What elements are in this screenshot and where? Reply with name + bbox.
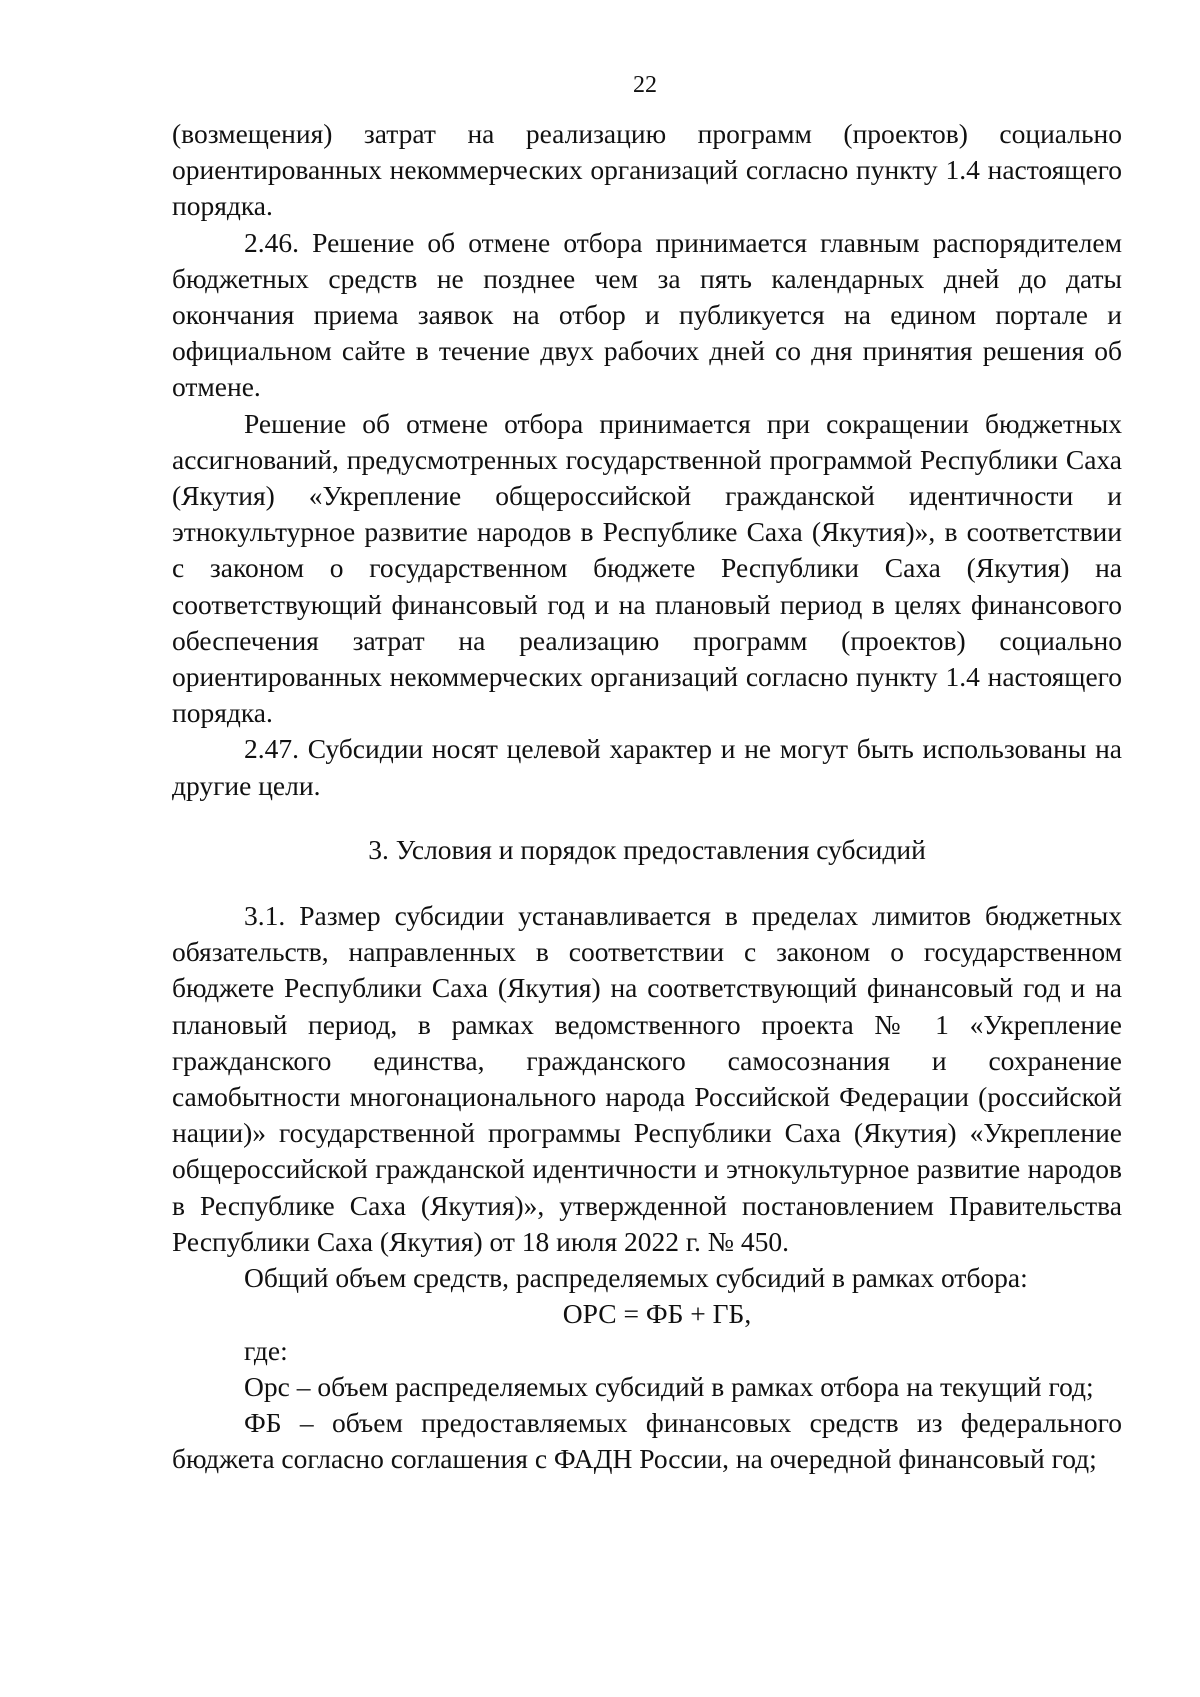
paragraph-ors-definition: Орс – объем распределяемых субсидий в рамках отбора на текущий год; <box>244 1370 1094 1402</box>
formula: ОРС = ФБ + ГБ, <box>562 1298 752 1330</box>
page-number: 22 <box>633 72 657 98</box>
paragraph-where: где: <box>244 1334 288 1366</box>
paragraph-cancellation-grounds: Решение об отмене отбора принимается при сокращении бюджетных ассигнований, предусмотренных государственной программой Республики Саха (Якутия) «Укрепление общероссийской гражданской идентичности и этнокультурное развитие народов в Республике Саха (Якутия)», в соответствии с законом о государственном бюджете Республики Саха (Якутия) на соответствующий финансовый год и на плановый период в целях финансового обеспечения затрат на реализацию программ (проектов) социально ориентированных некоммерческих организаций согласно пункту 1.4 настоящего порядка. <box>172 407 1122 729</box>
paragraph-3-1: 3.1. Размер субсидии устанавливается в пределах лимитов бюджетных обязательств, направленных в соответствии с законом о государственном бюджете Республики Саха (Якутия) на соответствующий финансовый год и на плановый период, в рамках ведомственного проекта № 1 «Укрепление гражданского единства, гражданского самосознания и сохранение самобытности многонационального народа Российской Федерации (российской нации)» государственной программы Республики Саха (Якутия) «Укрепление общероссийской гражданской идентичности и этнокультурное развитие народов в Республике Саха (Якутия)», утвержденной постановлением Правительства Республики Саха (Якутия) от 18 июля 2022 г. № 450. <box>172 900 1122 1257</box>
paragraph-2-47: 2.47. Субсидии носят целевой характер и не могут быть использованы на другие цели. <box>172 733 1122 801</box>
paragraph-fb-definition: ФБ – объем предоставляемых финансовых средств из федерального бюджета согласно соглашения с ФАДН России, на очередной финансовый год; <box>172 1406 1122 1475</box>
paragraph-2-46: 2.46. Решение об отмене отбора принимается главным распорядителем бюджетных средств не позднее чем за пять календарных дней до даты окончания приема заявок на отбор и публикуется на едином портале и официальном сайте в течение двух рабочих дней со дня принятия решения об отмене. <box>172 226 1122 403</box>
paragraph-continuation: (возмещения) затрат на реализацию программ (проектов) социально ориентированных некоммерческих организаций согласно пункту 1.4 настоящего порядка. <box>172 118 1122 222</box>
document-body <box>172 116 1122 1477</box>
paragraph-total-volume: Общий объем средств, распределяемых субсидий в рамках отбора: <box>244 1262 1028 1294</box>
section-heading-3: 3. Условия и порядок предоставления субсидий <box>368 833 926 865</box>
